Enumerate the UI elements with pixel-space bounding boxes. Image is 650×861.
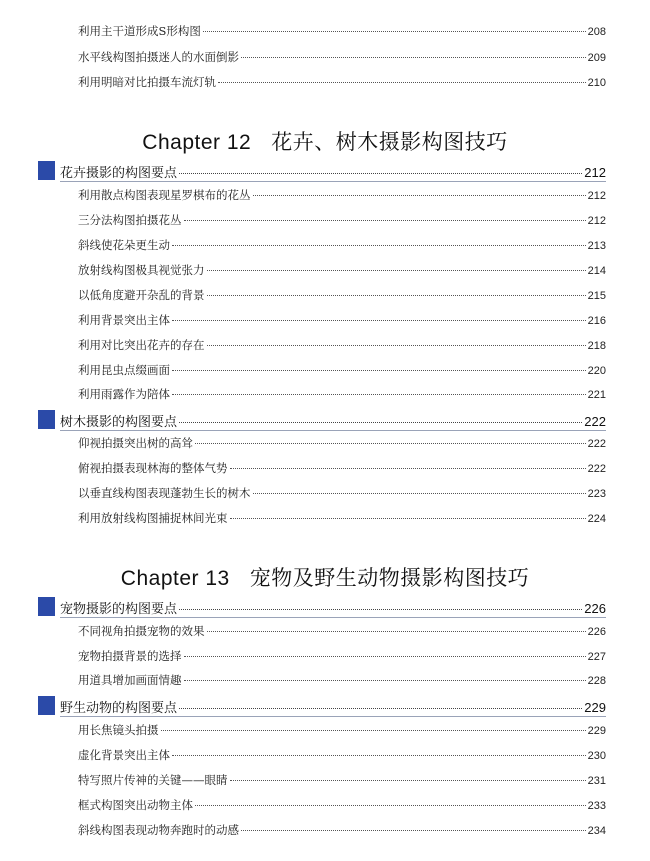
entry-page: 227 <box>587 651 606 663</box>
section-page: 226 <box>584 601 606 616</box>
entry-title: 利用主干道形成S形构图 <box>78 24 201 38</box>
section-marker-icon <box>38 410 55 429</box>
list-item[interactable] <box>78 435 606 452</box>
entry-title: 斜线使花朵更生动 <box>78 238 170 252</box>
list-item[interactable] <box>78 362 606 379</box>
entry-title: 以低角度避开杂乱的背景 <box>78 288 205 302</box>
section-title: 宠物摄影的构图要点 <box>60 602 178 617</box>
entry-title: 仰视拍摄突出树的高耸 <box>78 436 193 450</box>
entry-page: 212 <box>587 215 606 227</box>
chapter-label: Chapter 12 <box>142 131 252 154</box>
divider <box>60 617 606 618</box>
list-item[interactable] <box>78 74 606 91</box>
entry-title: 用长焦镜头拍摄 <box>78 723 159 737</box>
entry-page: 216 <box>587 315 606 327</box>
entry-page: 208 <box>587 26 606 38</box>
entry-page: 218 <box>587 340 606 352</box>
entry-title: 利用明暗对比拍摄车流灯轨 <box>78 75 216 89</box>
entry-title: 利用背景突出主体 <box>78 313 170 327</box>
entry-title: 水平线构图拍摄迷人的水面倒影 <box>78 50 239 64</box>
chapter-title: 花卉、树木摄影构图技巧 <box>271 131 508 154</box>
entry-title: 以垂直线构图表现蓬勃生长的树木 <box>78 486 251 500</box>
list-item[interactable] <box>78 648 606 665</box>
section-marker-icon <box>38 696 55 715</box>
section-marker-icon <box>38 161 55 180</box>
entry-title: 框式构图突出动物主体 <box>78 798 193 812</box>
list-item[interactable] <box>78 262 606 279</box>
entry-page: 220 <box>587 365 606 377</box>
entry-page: 228 <box>587 675 606 687</box>
list-item[interactable] <box>78 460 606 477</box>
divider <box>60 430 606 431</box>
list-item[interactable] <box>78 510 606 527</box>
section-page: 222 <box>584 414 606 429</box>
list-item[interactable] <box>78 772 606 789</box>
entry-page: 233 <box>587 800 606 812</box>
list-item[interactable] <box>78 822 606 839</box>
section-heading[interactable] <box>38 161 606 183</box>
entry-page: 221 <box>587 389 606 401</box>
section-title: 花卉摄影的构图要点 <box>60 166 178 181</box>
entry-page: 223 <box>587 488 606 500</box>
list-item[interactable] <box>78 485 606 502</box>
entry-title: 三分法构图拍摄花丛 <box>78 213 182 227</box>
entry-title: 利用对比突出花卉的存在 <box>78 338 205 352</box>
entry-page: 231 <box>587 775 606 787</box>
entry-page: 222 <box>587 438 606 450</box>
entry-title: 利用雨露作为陪体 <box>78 387 170 401</box>
divider <box>60 716 606 717</box>
list-item[interactable] <box>78 287 606 304</box>
entry-page: 214 <box>587 265 606 277</box>
section-title: 树木摄影的构图要点 <box>60 415 178 430</box>
divider <box>60 181 606 182</box>
section-heading[interactable] <box>38 410 606 432</box>
entry-page: 222 <box>587 463 606 475</box>
list-item[interactable] <box>78 797 606 814</box>
chapter-13-heading <box>0 562 650 592</box>
list-item[interactable] <box>78 337 606 354</box>
entry-title: 斜线构图表现动物奔跑时的动感 <box>78 823 239 837</box>
list-item[interactable] <box>78 49 606 66</box>
list-item[interactable] <box>78 212 606 229</box>
list-item[interactable] <box>78 312 606 329</box>
entry-page: 210 <box>587 77 606 89</box>
entry-title: 不同视角拍摄宠物的效果 <box>78 624 205 638</box>
entry-title: 特写照片传神的关键——眼睛 <box>78 773 228 787</box>
section-heading[interactable] <box>38 696 606 718</box>
chapter-label: Chapter 13 <box>120 567 230 590</box>
section-title: 野生动物的构图要点 <box>60 701 178 716</box>
entry-page: 212 <box>587 190 606 202</box>
entry-page: 209 <box>587 52 606 64</box>
chapter-12-heading <box>0 126 650 156</box>
entry-page: 226 <box>587 626 606 638</box>
entry-title: 利用昆虫点缀画面 <box>78 363 170 377</box>
chapter-title: 宠物及野生动物摄影构图技巧 <box>249 567 530 590</box>
list-item[interactable] <box>78 672 606 689</box>
entry-page: 224 <box>587 513 606 525</box>
list-item[interactable] <box>78 623 606 640</box>
entry-page: 213 <box>587 240 606 252</box>
entry-title: 俯视拍摄表现林海的整体气势 <box>78 461 228 475</box>
entry-page: 230 <box>587 750 606 762</box>
entry-title: 用道具增加画面情趣 <box>78 673 182 687</box>
list-item[interactable] <box>78 237 606 254</box>
list-item[interactable] <box>78 747 606 764</box>
entry-page: 234 <box>587 825 606 837</box>
entry-title: 宠物拍摄背景的选择 <box>78 649 182 663</box>
entry-page: 215 <box>587 290 606 302</box>
entry-title: 利用放射线构图捕捉林间光束 <box>78 511 228 525</box>
section-page: 229 <box>584 700 606 715</box>
entry-title: 放射线构图极具视觉张力 <box>78 263 205 277</box>
list-item[interactable] <box>78 386 606 403</box>
section-marker-icon <box>38 597 55 616</box>
section-heading[interactable] <box>38 597 606 619</box>
list-item[interactable] <box>78 23 606 40</box>
entry-page: 229 <box>587 725 606 737</box>
entry-title: 虚化背景突出主体 <box>78 748 170 762</box>
list-item[interactable] <box>78 722 606 739</box>
entry-title: 利用散点构图表现星罗棋布的花丛 <box>78 188 251 202</box>
list-item[interactable] <box>78 187 606 204</box>
section-page: 212 <box>584 165 606 180</box>
